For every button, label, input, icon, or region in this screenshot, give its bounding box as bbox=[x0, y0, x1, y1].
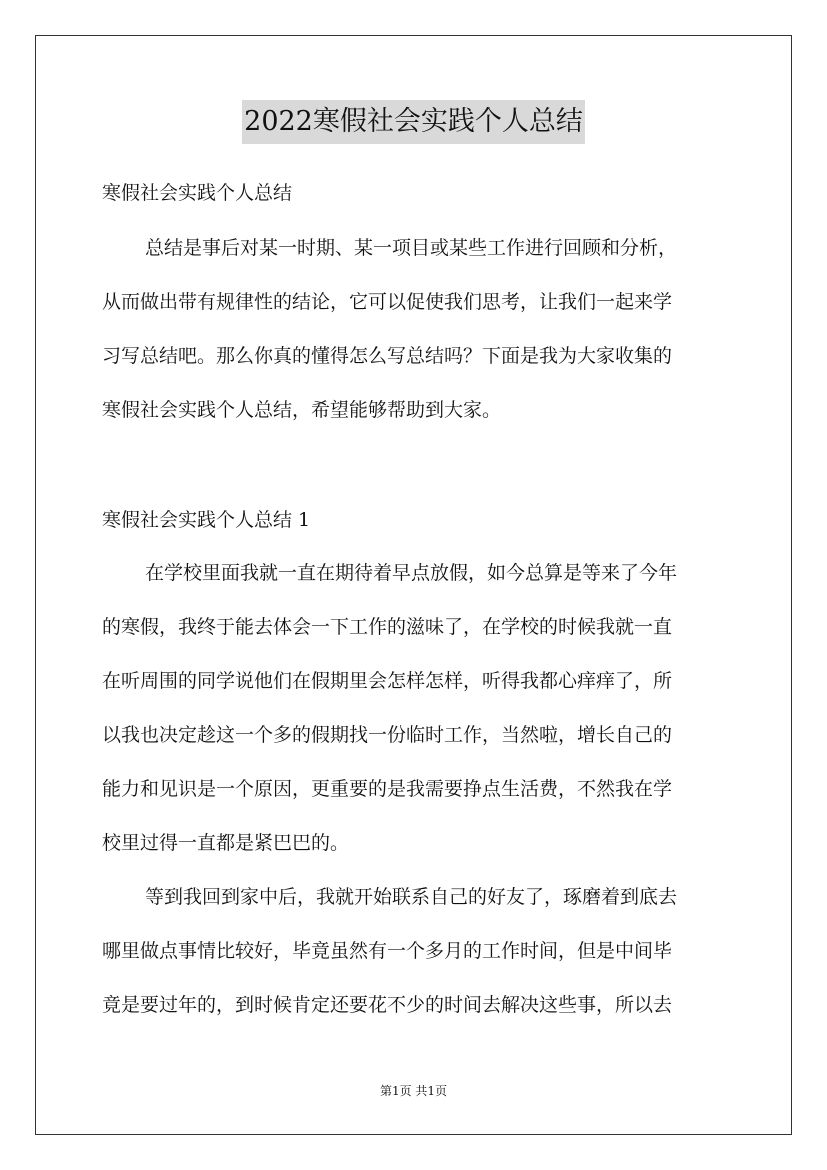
document-title: 2022寒假社会实践个人总结 bbox=[242, 100, 585, 144]
paragraph-line: 以我也决定趁这一个多的假期找一份临时工作，当然啦，增长自己的 bbox=[102, 724, 673, 746]
paragraph-line: 能力和见识是一个原因，更重要的是我需要挣点生活费，不然我在学 bbox=[102, 778, 673, 800]
section-heading: 寒假社会实践个人总结 1 bbox=[102, 509, 311, 531]
paragraph-line: 校里过得一直都是紧巴巴的。 bbox=[102, 832, 350, 854]
paragraph-line: 竟是要过年的，到时候肯定还要花不少的时间去解决这些事，所以去 bbox=[102, 994, 673, 1016]
paragraph-line: 在听周围的同学说他们在假期里会怎样怎样，听得我都心痒痒了，所 bbox=[102, 670, 673, 692]
subtitle: 寒假社会实践个人总结 bbox=[102, 182, 293, 204]
paragraph-line: 在学校里面我就一直在期待着早点放假，如今总算是等来了今年 bbox=[145, 562, 678, 584]
paragraph-line: 哪里做点事情比较好，毕竟虽然有一个多月的工作时间，但是中间毕 bbox=[102, 940, 673, 962]
document-title-wrap bbox=[0, 100, 827, 144]
intro-line: 总结是事后对某一时期、某一项目或某些工作进行回顾和分析， bbox=[145, 237, 678, 259]
paragraph-line: 的寒假，我终于能去体会一下工作的滋味了，在学校的时候我就一直 bbox=[102, 616, 673, 638]
page-footer: 第1页 共1页 bbox=[379, 1084, 448, 1098]
intro-line: 习写总结吧。那么你真的懂得怎么写总结吗？下面是我为大家收集的 bbox=[102, 345, 673, 367]
intro-line: 寒假社会实践个人总结，希望能够帮助到大家。 bbox=[102, 399, 502, 421]
intro-line: 从而做出带有规律性的结论，它可以促使我们思考，让我们一起来学 bbox=[102, 291, 673, 313]
paragraph-line: 等到我回到家中后，我就开始联系自己的好友了，琢磨着到底去 bbox=[145, 886, 678, 908]
